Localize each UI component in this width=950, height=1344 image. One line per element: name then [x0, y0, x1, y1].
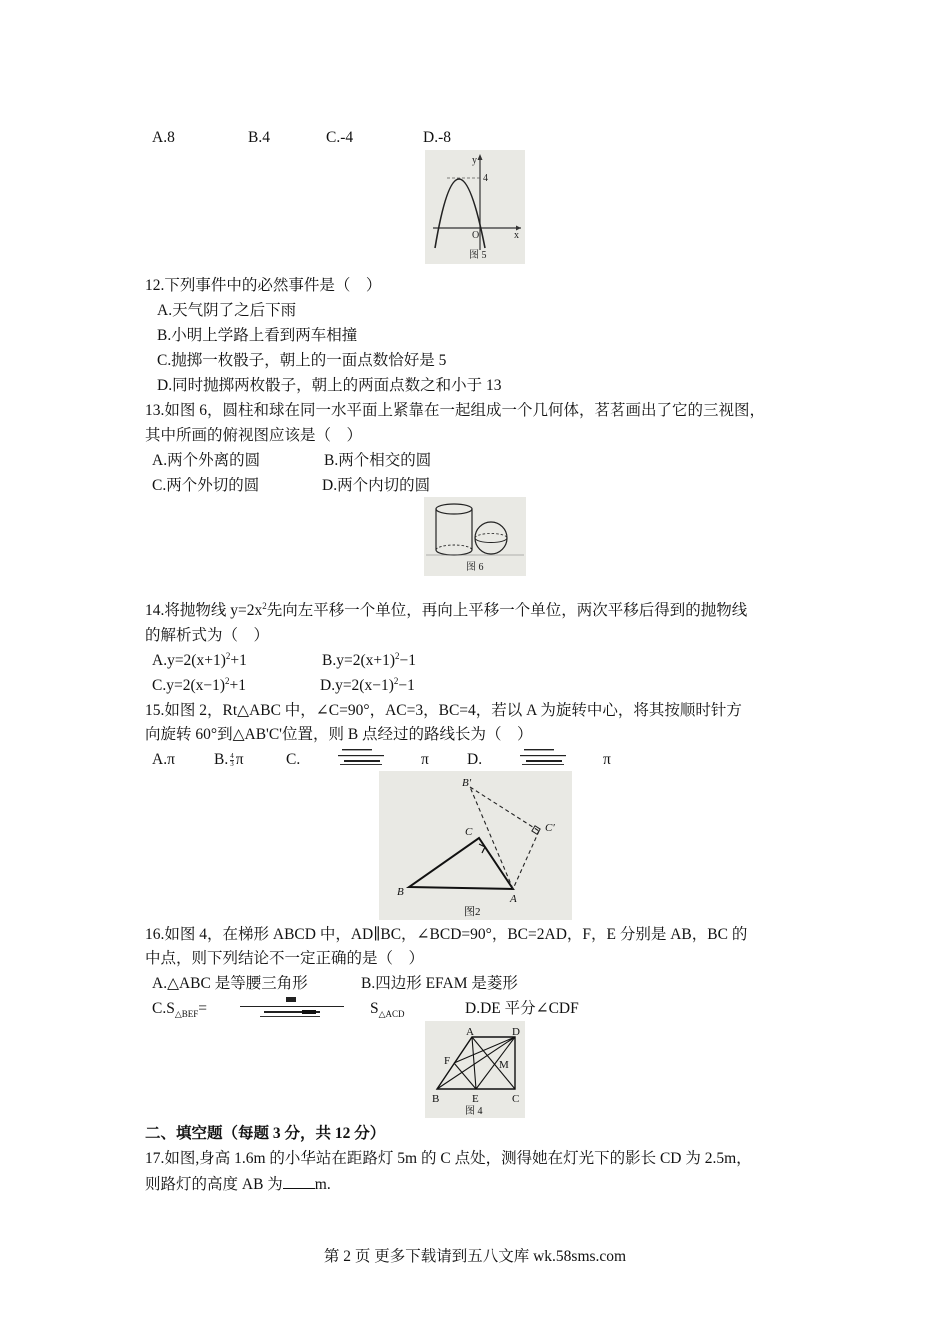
q15-line1: 15.如图 2，Rt△ABC 中，∠C=90°，AC=3，BC=4，若以 A 为旋转中心，将其按顺时针方 [145, 702, 742, 719]
q12-option-a: A.天气阴了之后下雨 [157, 302, 297, 319]
fig5-y-tick: 4 [483, 173, 488, 184]
figure-5 [425, 150, 525, 264]
figure-2 [379, 771, 572, 920]
figure-4 [425, 1021, 525, 1118]
figure-2-drawing [379, 771, 572, 920]
figure-6-drawing [424, 497, 526, 576]
q12-option-d: D.同时抛掷两枚骰子，朝上的两面点数之和小于 13 [157, 377, 502, 394]
fig4-label-a: A [466, 1026, 474, 1038]
fig4-label-e: E [472, 1093, 479, 1105]
q13-line2: 其中所画的俯视图应该是（ ） [145, 427, 363, 444]
q14-option-d: $D.y=2(x-1)^2-1$ [320, 675, 415, 694]
q15-line2: 向旋转 60°到△AB'C'位置，则 B 点经过的路线长为（ ） [145, 726, 533, 743]
fig5-x-label: x [514, 230, 519, 241]
fig4-label-d: D [512, 1026, 520, 1038]
figure-5-graph [425, 150, 525, 264]
q13-option-d: D.两个内切的圆 [322, 477, 431, 494]
q16-option-c-rhs: $S_{\triangle ACD}$ [370, 1000, 405, 1020]
fig2-label-c-prime: C′ [545, 822, 555, 834]
fig4-label-f: F [444, 1055, 451, 1067]
fig2-caption: 图2 [464, 906, 481, 918]
q14-line1: 14.将抛物线 $y=2x^2$先向左平移一个单位，再向上平移一个单位，两次平移后得到的抛物线 [145, 600, 748, 619]
figure-6 [424, 497, 526, 576]
fig4-caption: 图 4 [465, 1106, 483, 1117]
q15-option-d: D. [467, 751, 483, 768]
fig5-caption: 图 5 [469, 250, 487, 261]
fig4-label-c: C [512, 1093, 520, 1105]
fig4-label-b: B [432, 1093, 440, 1105]
q16-option-d: D.DE 平分∠CDF [465, 1000, 579, 1017]
q16-line1: 16.如图 4，在梯形 ABCD 中，AD∥BC，∠BCD=90°，BC=2AD，F，E 分别是 AB，BC 的 [145, 926, 748, 943]
q16-option-b: B.四边形 EFAM 是菱形 [361, 975, 518, 992]
q11-option-b: B.4 [248, 129, 270, 146]
q14-line2: 的解析式为（ ） [145, 627, 270, 644]
q12-option-c: C.抛掷一枚骰子，朝上的一面点数恰好是 5 [157, 352, 447, 369]
figure-4-drawing [425, 1021, 525, 1118]
q16-option-c: $C.S_{\triangle BEF}=$ [152, 1000, 208, 1020]
fig2-label-b: B [397, 886, 404, 898]
q16-option-a: A.△ABC 是等腰三角形 [152, 975, 308, 992]
fig6-caption: 图 6 [466, 562, 484, 573]
q13-option-a: A.两个外离的圆 [152, 452, 261, 469]
q17-line1: 17.如图,身高 1.6m 的小华站在距路灯 5m 的 C 点处，测得她在灯光下的影长 CD 为 2.5m， [145, 1150, 752, 1167]
q11-option-a: A.8 [152, 129, 175, 146]
q15-option-d-formula-image [520, 747, 566, 769]
fig5-y-label: y [472, 155, 477, 166]
page-footer: 第 2 页 更多下载请到五八文库 wk.58sms.com [323, 1248, 627, 1265]
fig2-label-a: A [510, 893, 517, 905]
fig2-label-c: C [465, 826, 473, 838]
q12-option-b: B.小明上学路上看到两车相撞 [157, 327, 358, 344]
q15-option-d-pi: π [603, 751, 611, 768]
fig2-label-b-prime: B′ [462, 777, 472, 789]
q16-option-c-formula-image [240, 995, 344, 1019]
q11-option-d: D.-8 [423, 129, 451, 146]
q13-option-c: C.两个外切的圆 [152, 477, 260, 494]
q14-option-a: $A.y=2(x+1)^2+1$ [152, 650, 247, 669]
fig5-origin: O [472, 230, 480, 241]
q15-option-b: B. $\frac{4}{3}$ π [214, 751, 244, 768]
q15-option-a: A.π [152, 751, 175, 768]
q16-line2: 中点，则下列结论不一定正确的是（ ） [145, 950, 425, 967]
q17-line2: 则路灯的高度 AB 为 m. [145, 1176, 331, 1193]
q14-option-b: $B.y=2(x+1)^2-1$ [322, 650, 417, 669]
q14-option-c: $C.y=2(x-1)^2+1$ [152, 675, 247, 694]
q12-stem: 12.下列事件中的必然事件是（ ） [145, 277, 382, 294]
q17-answer-blank [283, 1174, 315, 1189]
q13-line1: 13.如图 6，圆柱和球在同一水平面上紧靠在一起组成一个几何体，茗茗画出了它的三视图， [145, 402, 766, 419]
q15-option-c-pi: π [421, 751, 429, 768]
q13-option-b: B.两个相交的圆 [324, 452, 432, 469]
q15-option-c: C. [286, 751, 301, 768]
section-2-title: 二、填空题（每题 3 分，共 12 分） [145, 1125, 386, 1142]
q11-option-c: C.-4 [326, 129, 354, 146]
fig4-label-m: M [499, 1059, 509, 1071]
q15-option-c-formula-image [338, 747, 384, 769]
